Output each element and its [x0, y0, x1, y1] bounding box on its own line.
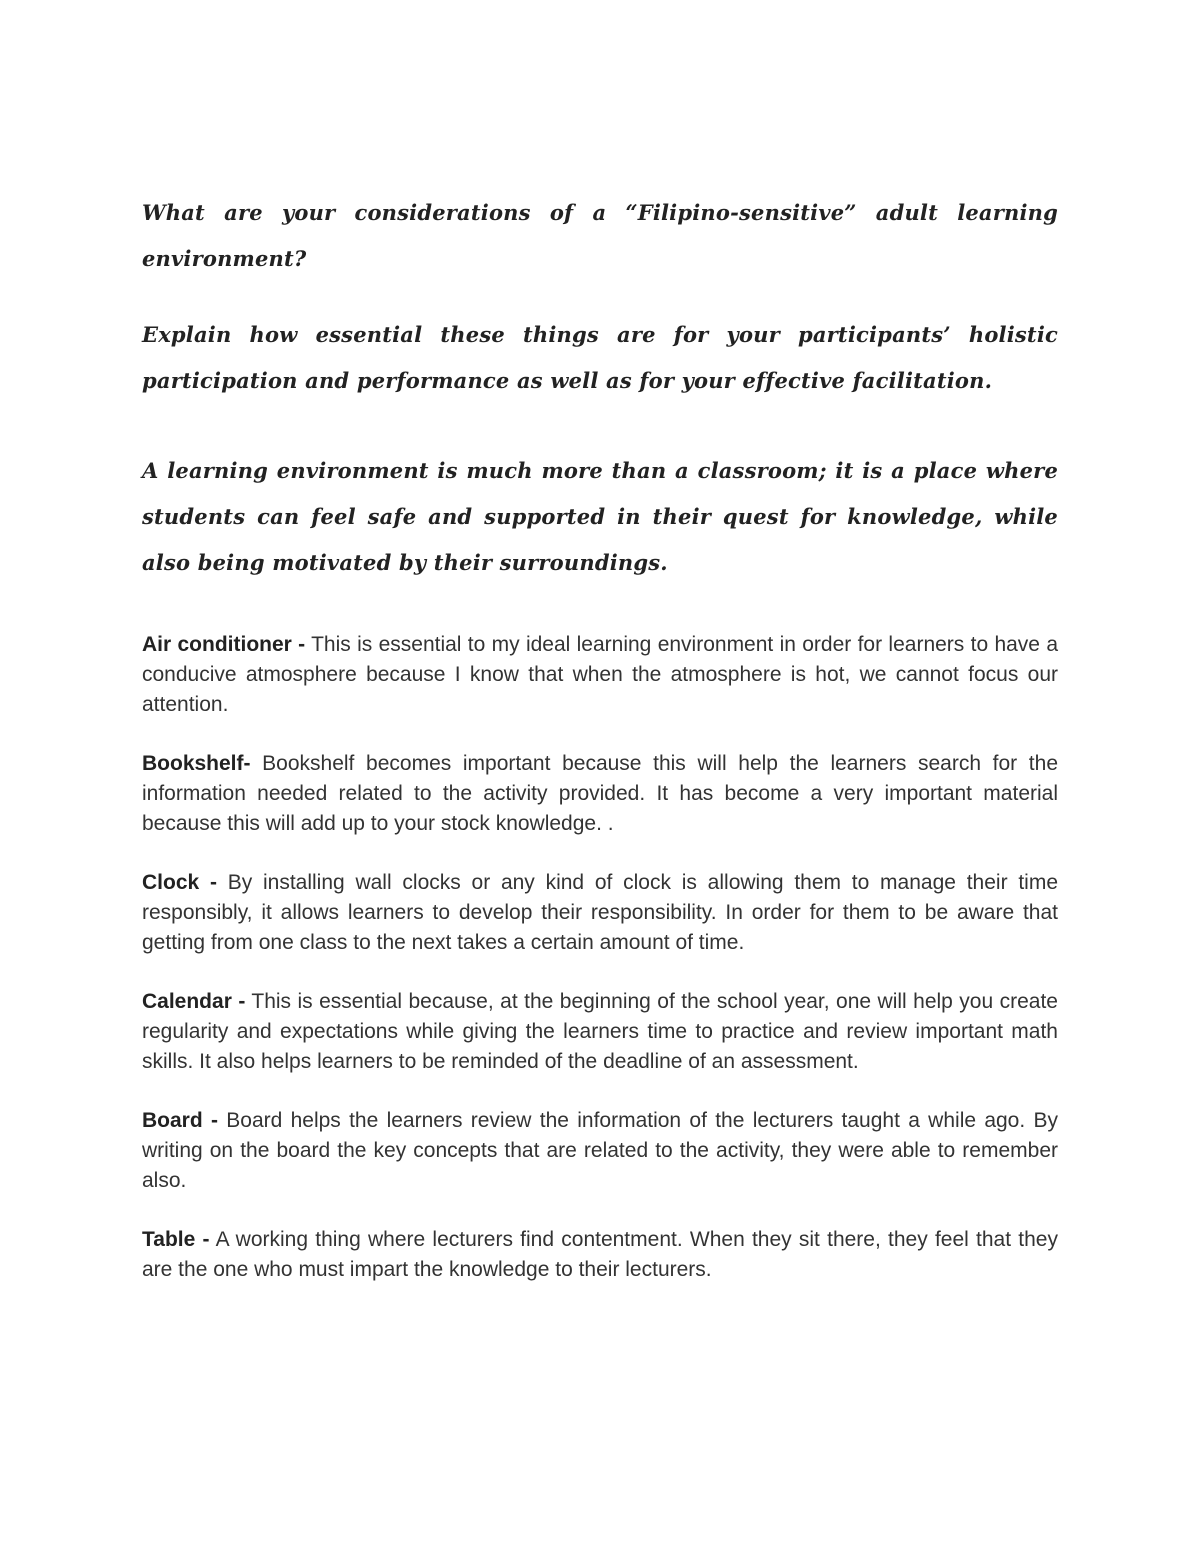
item-board	[142, 1106, 1058, 1196]
item-term: Clock -	[142, 871, 217, 894]
item-air-conditioner	[142, 630, 1058, 720]
document-content	[142, 190, 1058, 1314]
item-term: Bookshelf-	[142, 752, 251, 775]
item-description: By installing wall clocks or any kind of clock is allowing them to manage their time responsibly, it allows learners to develop their responsibility. In order for them to be aware that getting from one class to the next takes a certain amount of time.	[142, 871, 1058, 954]
item-bookshelf	[142, 749, 1058, 839]
question-2: Explain how essential these things are for your participants’ holistic participation and performance as well as for your effective facilitation.	[142, 322, 1058, 393]
item-term: Air conditioner -	[142, 633, 306, 656]
item-description: This is essential because, at the beginning of the school year, one will help you create regularity and expectations while giving the learners time to practice and review important math skills. It also helps learners to be reminded of the deadline of an assessment.	[142, 990, 1058, 1073]
item-description: Board helps the learners review the information of the lecturers taught a while ago. By writing on the board the key concepts that are related to the activity, they were able to remember also.	[142, 1109, 1059, 1192]
item-clock	[142, 868, 1058, 958]
item-term: Calendar -	[142, 990, 246, 1013]
intro-paragraph: A learning environment is much more than a classroom; it is a place where students can feel safe and supported in their quest for knowledge, while also being motivated by their surroundings.	[142, 458, 1058, 575]
item-calendar	[142, 987, 1058, 1077]
item-term: Board -	[142, 1109, 218, 1132]
item-description: A working thing where lecturers find contentment. When they sit there, they feel that they are the one who must impart the knowledge to their lecturers.	[142, 1228, 1058, 1281]
item-description: This is essential to my ideal learning environment in order for learners to have a conducive atmosphere because I know that when the atmosphere is hot, we cannot focus our attention.	[142, 633, 1058, 716]
question-1: What are your considerations of a “Filipino-sensitive” adult learning environment?	[142, 200, 1058, 271]
item-term: Table -	[142, 1228, 210, 1251]
item-description: Bookshelf becomes important because this will help the learners search for the information needed related to the activity provided. It has become a very important material because this will add up to your stock knowledge. .	[142, 752, 1058, 835]
item-list	[142, 630, 1058, 1285]
item-table	[142, 1225, 1058, 1285]
